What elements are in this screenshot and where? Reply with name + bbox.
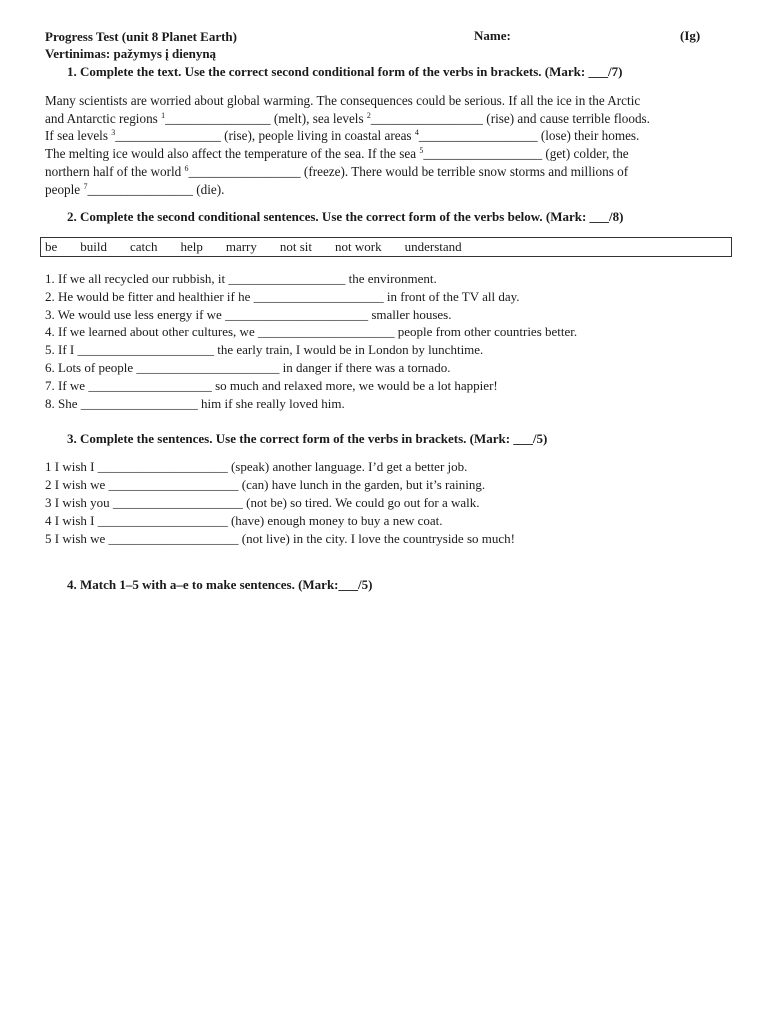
task1-title: 1. Complete the text. Use the correct second conditional form of the verbs in brackets. (Mark: ___/7) [67, 64, 623, 79]
text-fragment: __________________ (get) colder, the [423, 146, 629, 162]
task2-sentence: 8. She __________________ him if she really loved him. [45, 395, 345, 411]
task1-line [45, 181, 735, 199]
task1-line [45, 92, 735, 110]
task2-title: 2. Complete the second conditional sentences. Use the correct form of the verbs below. (Mark: ___/8) [67, 209, 624, 224]
task1-line [45, 163, 735, 181]
gap-number: 1 [161, 110, 166, 120]
grading-note: Vertinimas: pažymys į dienyną [45, 46, 217, 61]
text-fragment: northern half of the world [45, 163, 185, 179]
text-fragment: ________________ (melt), sea levels [165, 110, 367, 126]
task3-sentence: 2 I wish we ____________________ (can) have lunch in the garden, but it’s raining. [45, 477, 486, 492]
text-fragment: If sea levels [45, 128, 112, 144]
text-fragment: The melting ice would also affect the temperature of the sea. If the sea [45, 146, 420, 162]
gap-number: 6 [184, 163, 189, 173]
gap-number: 7 [83, 181, 88, 191]
word-option: build [80, 239, 108, 254]
task2-sentence: 3. We would use less energy if we ______________________ smaller houses. [45, 306, 452, 322]
gap-number: 5 [419, 146, 424, 156]
word-box [40, 237, 732, 257]
task1-line [45, 110, 735, 128]
task1-line [45, 145, 735, 163]
gap-number: 2 [366, 110, 371, 120]
gap-number: 3 [111, 128, 116, 138]
word-option: marry [225, 239, 257, 254]
word-option: catch [130, 239, 158, 254]
text-fragment: Many scientists are worried about global warming. The consequences could be serious. If all the ice in the Arctic [45, 93, 641, 108]
task3-sentence: 3 I wish you ____________________ (not be) so tired. We could go out for a walk. [45, 495, 480, 510]
task4-title: 4. Match 1–5 with a–e to make sentences. (Mark:___/5) [67, 577, 373, 592]
gap-number: 4 [414, 128, 419, 138]
text-fragment: _________________ (freeze). There would be terrible snow storms and millions of [188, 163, 629, 179]
task2-sentence: 7. If we ___________________ so much and relaxed more, we would be a lot happier! [45, 377, 498, 393]
word-option: not sit [279, 239, 313, 254]
task3-sentence: 1 I wish I ____________________ (speak) another language. I’d get a better job. [45, 459, 468, 474]
test-title: Progress Test (unit 8 Planet Earth) [45, 29, 237, 44]
task2-sentence: 5. If I _____________________ the early train, I would be in London by lunchtime. [45, 342, 484, 358]
task2-sentence: 6. Lots of people ______________________ in danger if there was a tornado. [45, 360, 451, 375]
word-option: not work [335, 239, 382, 254]
task1-paragraph [45, 92, 735, 198]
text-fragment: ________________ (die). [87, 181, 225, 197]
header-block [45, 28, 237, 62]
task3-sentence: 5 I wish we ____________________ (not live) in the city. I love the countryside so much! [45, 531, 515, 546]
task2-sentence: 2. He would be fitter and healthier if he ____________________ in front of the TV all day. [45, 288, 520, 304]
text-fragment: people [45, 181, 84, 197]
level-label: (Ig) [680, 28, 701, 43]
word-option: understand [404, 239, 462, 254]
word-option: be [45, 239, 58, 254]
task3-title: 3. Complete the sentences. Use the correct form of the verbs in brackets. (Mark: ___/5) [67, 431, 548, 446]
task3-sentence: 4 I wish I ____________________ (have) enough money to buy a new coat. [45, 513, 443, 528]
task2-sentence: 4. If we learned about other cultures, we _____________________ people from other countries better. [45, 324, 578, 340]
task2-sentence: 1. If we all recycled our rubbish, it __________________ the environment. [45, 271, 437, 286]
task1-line [45, 127, 735, 145]
text-fragment: ________________ (rise), people living in coastal areas [115, 128, 415, 144]
text-fragment: and Antarctic regions [45, 110, 162, 126]
text-fragment: __________________ (lose) their homes. [418, 128, 640, 144]
name-label: Name: [474, 28, 511, 43]
text-fragment: _________________ (rise) and cause terrible floods. [370, 110, 650, 126]
word-option: help [180, 239, 203, 254]
